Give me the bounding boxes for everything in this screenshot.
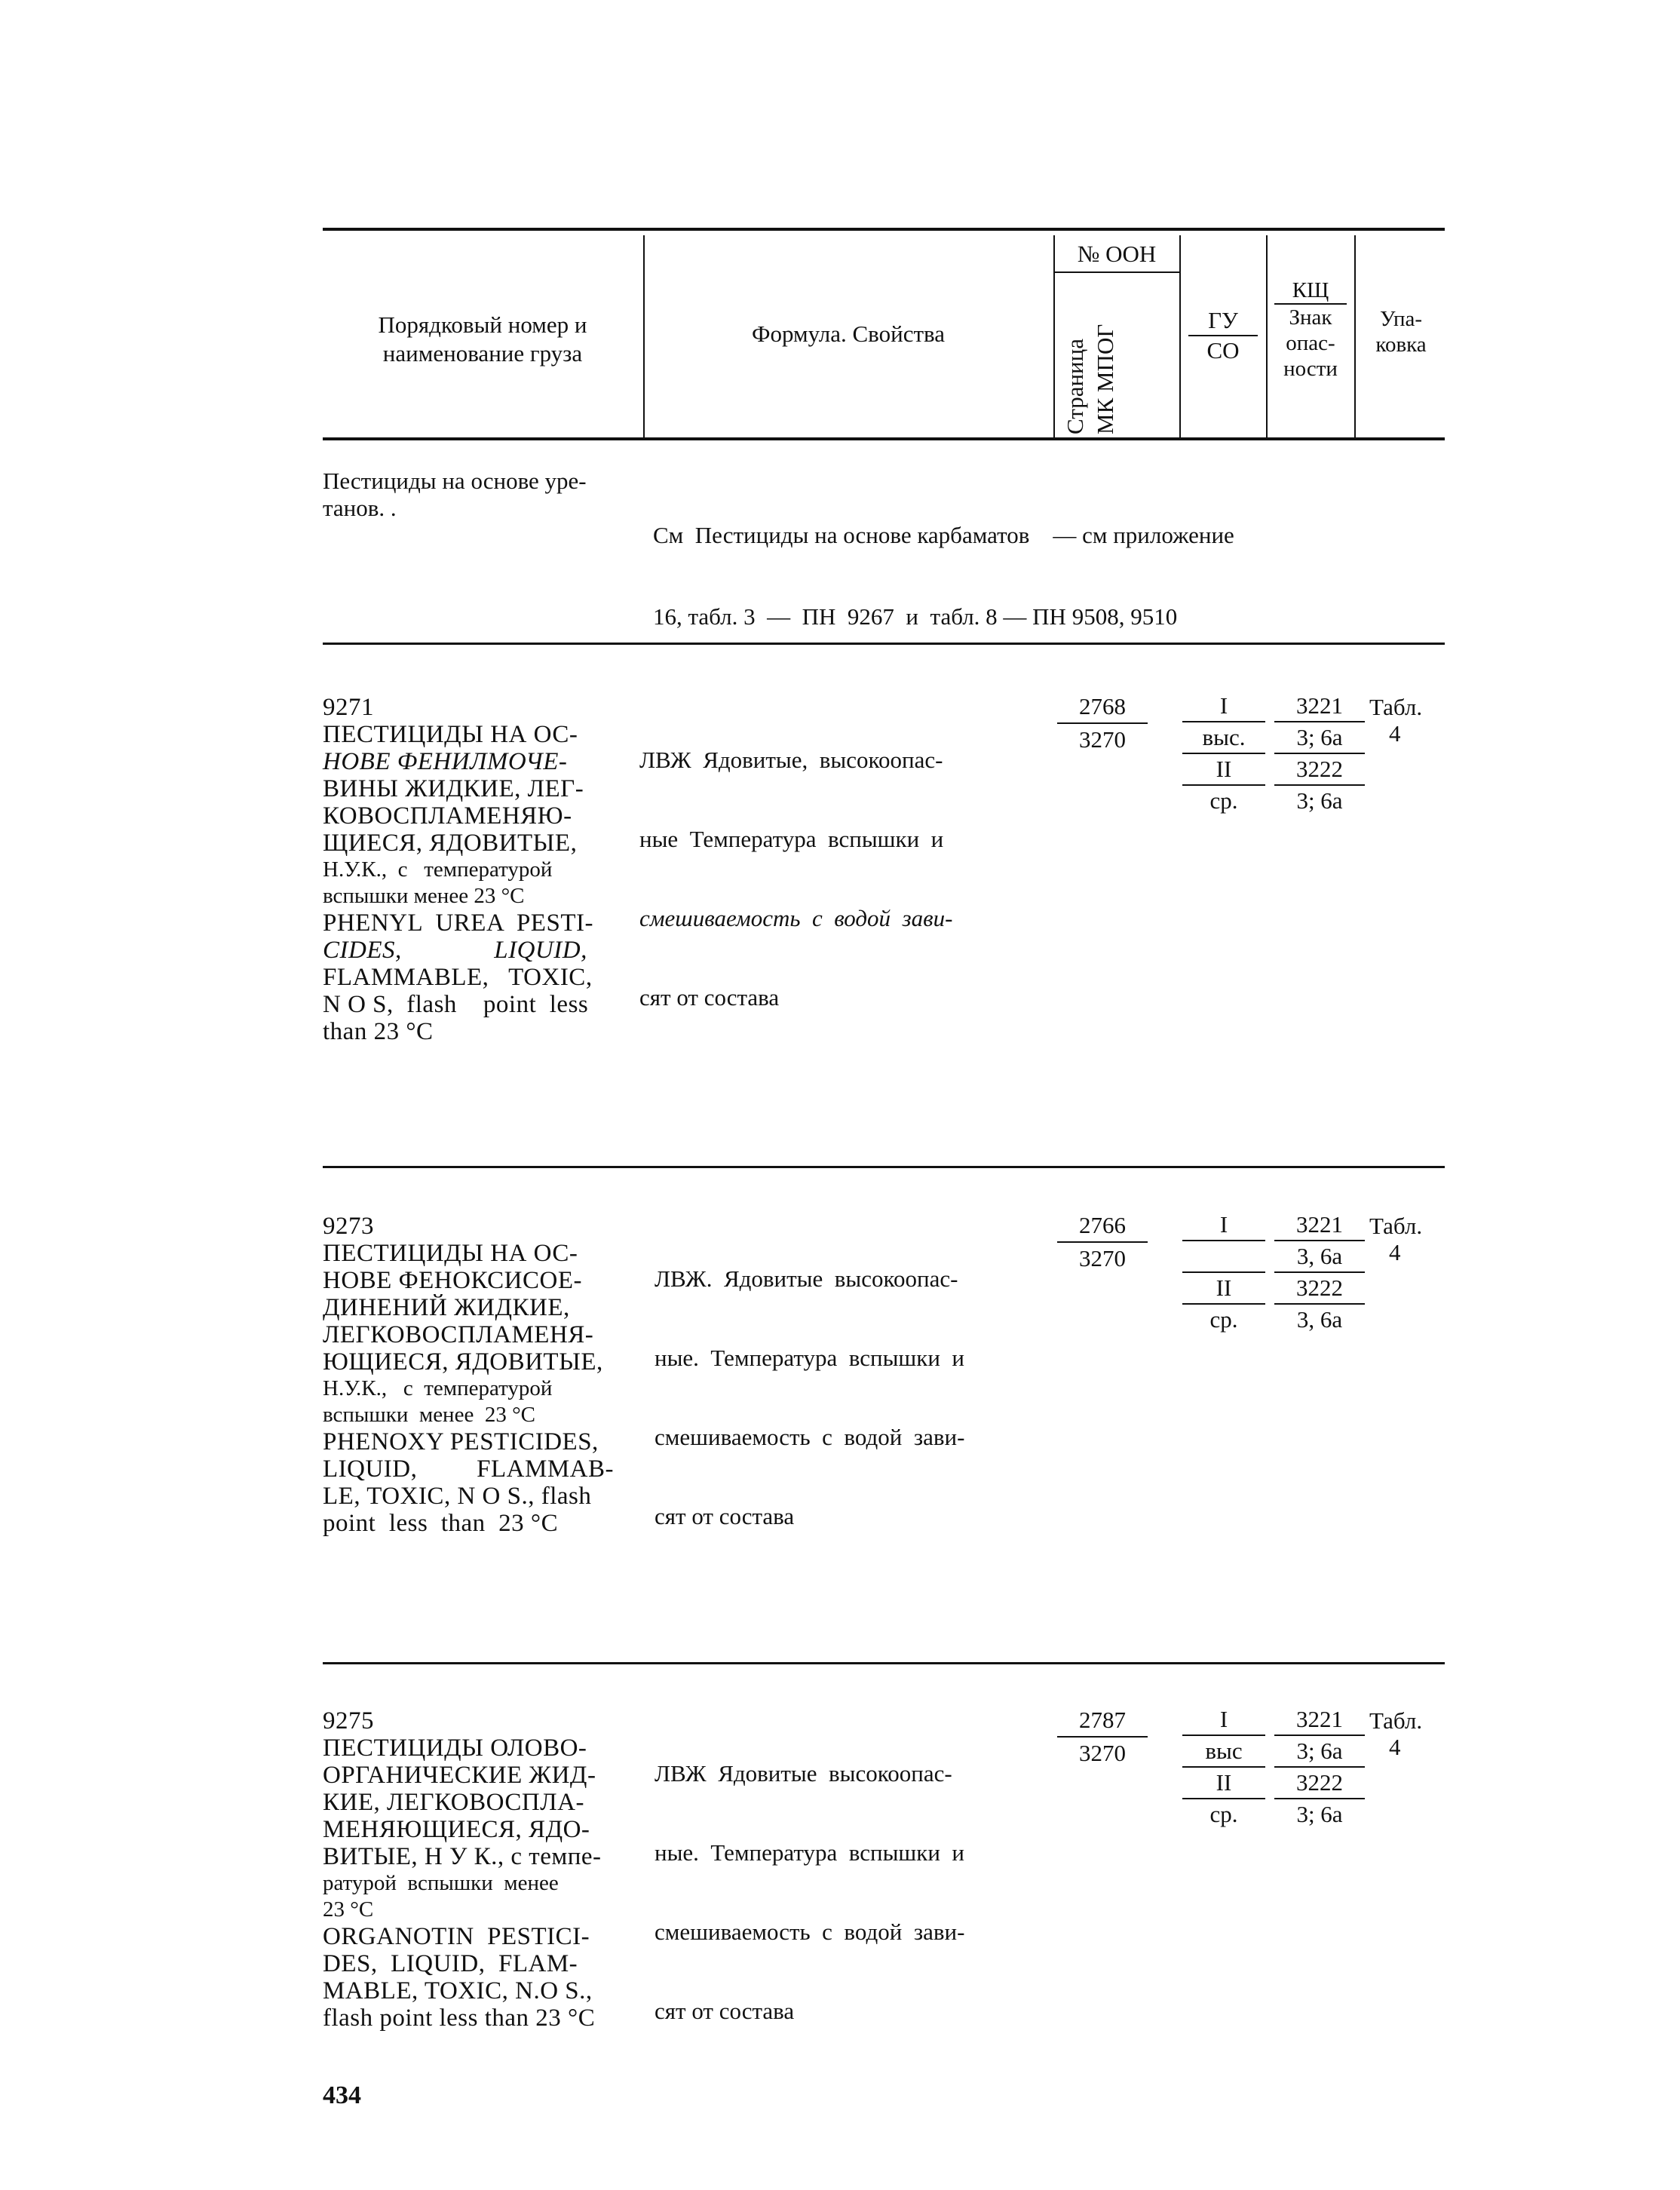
header-col-kshch — [1270, 278, 1351, 382]
entry-name-col — [323, 1707, 645, 2032]
entry-name-line: ВИНЫ ЖИДКИЕ, ЛЕГ- — [323, 775, 584, 802]
props-line: сят от состава — [655, 1998, 795, 2024]
entry-un — [1057, 691, 1148, 756]
entry-english-line: DES, LIQUID, FLAM- — [323, 1950, 578, 1977]
props-line: сят от состава — [639, 984, 780, 1011]
un-header-underline — [1055, 271, 1179, 273]
gu-class: II — [1216, 756, 1232, 782]
entry-name-line: НОВЕ ФЕНОКСИСОЕ- — [323, 1267, 582, 1294]
gu-class: II — [1216, 1769, 1232, 1796]
entry-name-line: ЩИЕСЯ, ЯДОВИТЫЕ, — [323, 830, 578, 857]
danger-sign: 3, 6а — [1296, 1243, 1343, 1269]
entry-rule-2 — [323, 1166, 1445, 1168]
entry-english-line: N O S, flash point less — [323, 991, 589, 1018]
page-number: 434 — [323, 2081, 361, 2109]
note-left — [323, 468, 587, 522]
rotated-line2: МК МПОГ — [1092, 324, 1118, 434]
props-line: смешиваемость с водой зави- — [655, 1919, 965, 1945]
gu-degree — [1182, 1241, 1265, 1271]
entry-english-line: point less than 23 °C — [323, 1510, 559, 1537]
entry-english-line: FLAMMABLE, TOXIC, — [323, 964, 593, 991]
props-line: ЛВЖ Ядовитые высокоопас- — [655, 1760, 952, 1787]
gu-degree: ср. — [1209, 787, 1238, 814]
header-kshch-top: КЩ — [1292, 278, 1329, 302]
entry-un — [1057, 1704, 1148, 1769]
kshch-code: 3222 — [1296, 1769, 1343, 1796]
danger-sign: 3; 6а — [1296, 787, 1343, 814]
note-right-2: 16, табл. 3 — ПН 9267 и табл. 8 — ПН 9508, 9510 — [653, 603, 1178, 630]
props-line: ные. Температура вспышки и — [655, 1345, 965, 1371]
entry-number: 9273 — [323, 1213, 374, 1240]
header-gu-num: ГУ — [1208, 307, 1238, 333]
note-left-1: Пестициды на основе уре- — [323, 468, 587, 494]
entry-gu — [1182, 1210, 1265, 1335]
kshch-code: 3221 — [1296, 1706, 1343, 1732]
entry-name-line: ПЕСТИЦИДЫ НА ОС- — [323, 721, 578, 748]
gu-class: II — [1216, 1274, 1232, 1301]
kshch-code: 3221 — [1296, 1211, 1343, 1238]
pack-number: 4 — [1389, 1734, 1401, 1760]
entry-name-line: ЮЩИЕСЯ, ЯДОВИТЫЕ, — [323, 1348, 603, 1376]
gu-class: I — [1219, 692, 1228, 719]
entry-english-line: CIDES, LIQUID, — [323, 937, 587, 964]
entry-un — [1057, 1210, 1148, 1274]
col-separator-5 — [1354, 235, 1356, 437]
entry-name-col — [323, 1213, 645, 1537]
entry-name-line: ЛЕГКОВОСПЛАМЕНЯ- — [323, 1321, 594, 1348]
entry-name-col — [323, 694, 645, 1045]
col-separator-1 — [643, 235, 645, 437]
entry-number: 9275 — [323, 1707, 374, 1735]
entry-name-line: ОРГАНИЧЕСКИЕ ЖИД- — [323, 1762, 596, 1789]
entry-english-line: LIQUID, FLAMMAB- — [323, 1455, 614, 1483]
header-pack-1: Упа- — [1379, 307, 1423, 331]
entry-pack — [1369, 694, 1422, 747]
header-col-name-line1: Порядковый номер и — [378, 311, 587, 338]
entry-name-line: КИЕ, ЛЕГКОВОСПЛА- — [323, 1789, 584, 1816]
gu-class: I — [1219, 1706, 1228, 1732]
danger-sign: 3, 6а — [1296, 1306, 1343, 1333]
gu-class: I — [1219, 1211, 1228, 1238]
entry-9275 — [323, 1707, 1445, 2054]
pack-number: 4 — [1389, 1239, 1401, 1265]
entry-props — [655, 1213, 964, 1582]
header-gu-den: СО — [1206, 337, 1240, 363]
entry-props — [655, 1707, 964, 2077]
danger-sign: 3; 6а — [1296, 724, 1343, 750]
props-line: ЛВЖ Ядовитые, высокоопас- — [639, 747, 943, 773]
mk-page: 3270 — [1079, 726, 1126, 753]
col-separator-2 — [1053, 235, 1055, 437]
entry-english-line: LE, TOXIC, N O S., flash — [323, 1483, 592, 1510]
danger-sign: 3; 6а — [1296, 1801, 1343, 1827]
header-kshch-sub3: ности — [1283, 357, 1338, 381]
rotated-line1: Страница — [1062, 339, 1088, 434]
entry-name-line: ПЕСТИЦИДЫ НА ОС- — [323, 1240, 578, 1267]
pack-label: Табл. — [1369, 694, 1423, 720]
entry-number: 9271 — [323, 694, 374, 721]
entry-flash-line: Н.У.К., с температурой — [323, 1376, 553, 1400]
entry-name-line: КОВОСПЛАМЕНЯЮ- — [323, 802, 572, 830]
entry-flash-line: ВИТЫЕ, Н У К., с темпе- — [323, 1843, 602, 1870]
entry-kshch — [1274, 691, 1365, 816]
header-col-name-line2: наименование груза — [382, 340, 583, 367]
kshch-code: 3222 — [1296, 756, 1343, 782]
entry-name-line: НОВЕ ФЕНИЛМОЧЕ- — [323, 748, 568, 775]
entry-english-line: PHENOXY PESTICIDES, — [323, 1428, 599, 1455]
un-number: 2768 — [1079, 693, 1126, 719]
col-separator-4 — [1266, 235, 1268, 437]
un-number: 2787 — [1079, 1707, 1126, 1733]
entry-flash-line: вспышки менее 23 °C — [323, 884, 525, 908]
props-line: ные Температура вспышки и — [639, 826, 944, 852]
gu-degree: ср. — [1209, 1306, 1238, 1333]
entry-rule-3 — [323, 1662, 1445, 1664]
entry-english-line: than 23 °C — [323, 1018, 434, 1045]
gu-degree: выс. — [1202, 724, 1246, 750]
props-line: ЛВЖ. Ядовитые высокоопас- — [655, 1265, 958, 1292]
mk-page: 3270 — [1079, 1740, 1126, 1766]
props-line: смешиваемость с водой зави- — [655, 1424, 965, 1450]
entry-gu — [1182, 691, 1265, 816]
props-line: сят от состава — [655, 1503, 795, 1529]
entry-pack — [1369, 1213, 1422, 1265]
entry-name-line: ПЕСТИЦИДЫ ОЛОВО- — [323, 1735, 587, 1762]
pack-label: Табл. — [1369, 1707, 1423, 1734]
entry-english-line: MABLE, TOXIC, N.O S., — [323, 1977, 593, 2004]
mk-page: 3270 — [1079, 1245, 1126, 1271]
entry-flash-line: Н.У.К., с температурой — [323, 857, 553, 882]
kshch-code: 3222 — [1296, 1274, 1343, 1301]
danger-sign: 3; 6а — [1296, 1738, 1343, 1764]
header-bottom-rule — [323, 437, 1445, 440]
entry-gu — [1182, 1704, 1265, 1830]
header-kshch-sub1: Знак — [1289, 305, 1332, 330]
entry-flash-line: ратурой вспышки менее — [323, 1871, 559, 1895]
header-col-un: № ООН — [1077, 241, 1157, 267]
header-kshch-sub2: опас- — [1286, 331, 1335, 355]
header-top-rule — [323, 228, 1445, 231]
entry-flash-line: вспышки менее 23 °C — [323, 1403, 536, 1427]
note-right-1: См Пестициды на основе карбаматов — см приложение — [653, 522, 1234, 548]
entry-english-line: ORGANOTIN PESTICI- — [323, 1923, 590, 1950]
pack-label: Табл. — [1369, 1213, 1423, 1239]
gu-degree: ср. — [1209, 1801, 1238, 1827]
kshch-code: 3221 — [1296, 692, 1343, 719]
entry-name-line: МЕНЯЮЩИЕСЯ, ЯДО- — [323, 1816, 590, 1843]
un-number: 2766 — [1079, 1212, 1126, 1238]
header-col-name — [332, 311, 633, 368]
entry-english-line: flash point less than 23 °C — [323, 2004, 596, 2032]
note-left-2: танов. . — [323, 495, 397, 521]
header-col-gu — [1182, 306, 1264, 365]
entry-english-line: PHENYL UREA PESTI- — [323, 909, 593, 937]
header-pack-2: ковка — [1375, 333, 1427, 357]
col-separator-3 — [1179, 235, 1181, 437]
header-col-un-rotated — [1060, 284, 1173, 434]
note-right — [653, 468, 1234, 658]
props-line: ные. Температура вспышки и — [655, 1839, 965, 1866]
entry-kshch — [1274, 1210, 1365, 1335]
entry-9273 — [323, 1213, 1445, 1552]
entry-props — [639, 694, 952, 1063]
entry-rule-1 — [323, 643, 1445, 645]
gu-degree: выс — [1205, 1738, 1243, 1764]
entry-kshch — [1274, 1704, 1365, 1830]
entry-9271 — [323, 694, 1445, 1071]
pack-number: 4 — [1389, 720, 1401, 747]
header-col-formula: Формула. Свойства — [752, 321, 945, 347]
entry-flash-line: 23 °C — [323, 1897, 374, 1922]
props-line: смешиваемость с водой зави- — [639, 905, 953, 931]
entry-pack — [1369, 1707, 1422, 1760]
header-col-pack — [1357, 306, 1445, 357]
entry-name-line: ДИНЕНИЙ ЖИДКИЕ, — [323, 1294, 570, 1321]
